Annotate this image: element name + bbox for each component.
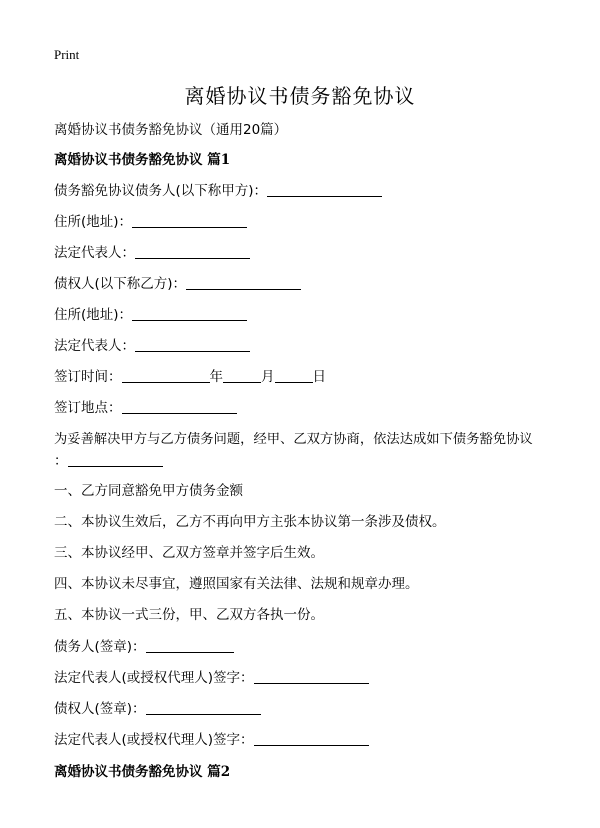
sign-year-blank[interactable] xyxy=(122,368,210,383)
creditor-line xyxy=(54,275,301,293)
debtor-seal-blank[interactable] xyxy=(146,638,234,653)
year-label: 年 xyxy=(209,369,223,385)
intro-paragraph-line2 xyxy=(54,452,163,470)
clause-4: 四、本协议未尽事宜，遵照国家有关法律、法规和规章办理。 xyxy=(54,576,419,592)
section-heading-2: 离婚协议书债务豁免协议 篇2 xyxy=(54,764,231,780)
debtor-address-label: 住所(地址)： xyxy=(54,214,133,230)
clause-5: 五、本协议一式三份，甲、乙双方各执一份。 xyxy=(54,607,324,623)
debtor-rep-sign-line xyxy=(54,669,369,687)
sign-place-line xyxy=(54,399,237,417)
creditor-legal-rep-line xyxy=(54,337,250,355)
creditor-label: 债权人(以下称乙方)： xyxy=(54,276,187,292)
day-label: 日 xyxy=(312,369,326,385)
month-label: 月 xyxy=(261,369,275,385)
debtor-rep-sign-label: 法定代表人(或授权代理人)签字： xyxy=(54,670,254,686)
sign-time-label: 签订时间： xyxy=(54,369,122,385)
intro-colon: ： xyxy=(54,453,68,469)
creditor-legal-rep-blank[interactable] xyxy=(135,337,250,352)
creditor-address-blank[interactable] xyxy=(132,306,247,321)
clause-3: 三、本协议经甲、乙双方签章并签字后生效。 xyxy=(54,545,324,561)
clause-2: 二、本协议生效后，乙方不再向甲方主张本协议第一条涉及债权。 xyxy=(54,514,446,530)
creditor-seal-blank[interactable] xyxy=(146,700,261,715)
debtor-label: 债务豁免协议债务人(以下称甲方)： xyxy=(54,183,268,199)
document-title: 离婚协议书债务豁免协议 xyxy=(184,84,416,108)
creditor-seal-label: 债权人(签章)： xyxy=(54,701,146,717)
creditor-address-line xyxy=(54,306,247,324)
sign-day-blank[interactable] xyxy=(275,368,313,383)
sign-place-label: 签订地点： xyxy=(54,400,122,416)
debtor-legal-rep-line xyxy=(54,244,250,262)
debtor-seal-label: 债务人(签章)： xyxy=(54,639,146,655)
creditor-rep-sign-line xyxy=(54,731,369,749)
creditor-address-label: 住所(地址)： xyxy=(54,307,133,323)
debtor-address-line xyxy=(54,213,247,231)
creditor-rep-sign-blank[interactable] xyxy=(254,731,369,746)
sign-time-line xyxy=(54,368,326,386)
debtor-line xyxy=(54,182,382,200)
creditor-blank[interactable] xyxy=(186,275,301,290)
print-link[interactable]: Print xyxy=(54,47,80,62)
creditor-rep-sign-label: 法定代表人(或授权代理人)签字： xyxy=(54,732,254,748)
intro-paragraph-line1: 为妥善解决甲方与乙方债务问题，经甲、乙双方协商，依法达成如下债务豁免协议 xyxy=(54,432,533,447)
debtor-legal-rep-blank[interactable] xyxy=(135,244,250,259)
document-subtitle: 离婚协议书债务豁免协议（通用20篇） xyxy=(54,122,288,138)
debtor-rep-sign-blank[interactable] xyxy=(254,669,369,684)
debtor-address-blank[interactable] xyxy=(132,213,247,228)
creditor-legal-rep-label: 法定代表人： xyxy=(54,338,135,354)
sign-month-blank[interactable] xyxy=(223,368,261,383)
creditor-seal-line xyxy=(54,700,261,718)
debtor-legal-rep-label: 法定代表人： xyxy=(54,245,135,261)
intro-blank[interactable] xyxy=(68,452,163,467)
debtor-blank[interactable] xyxy=(267,182,382,197)
debtor-seal-line xyxy=(54,638,234,656)
clause-1: 一、乙方同意豁免甲方债务金额 xyxy=(54,483,243,499)
section-heading-1: 离婚协议书债务豁免协议 篇1 xyxy=(54,152,231,168)
sign-place-blank[interactable] xyxy=(122,399,237,414)
